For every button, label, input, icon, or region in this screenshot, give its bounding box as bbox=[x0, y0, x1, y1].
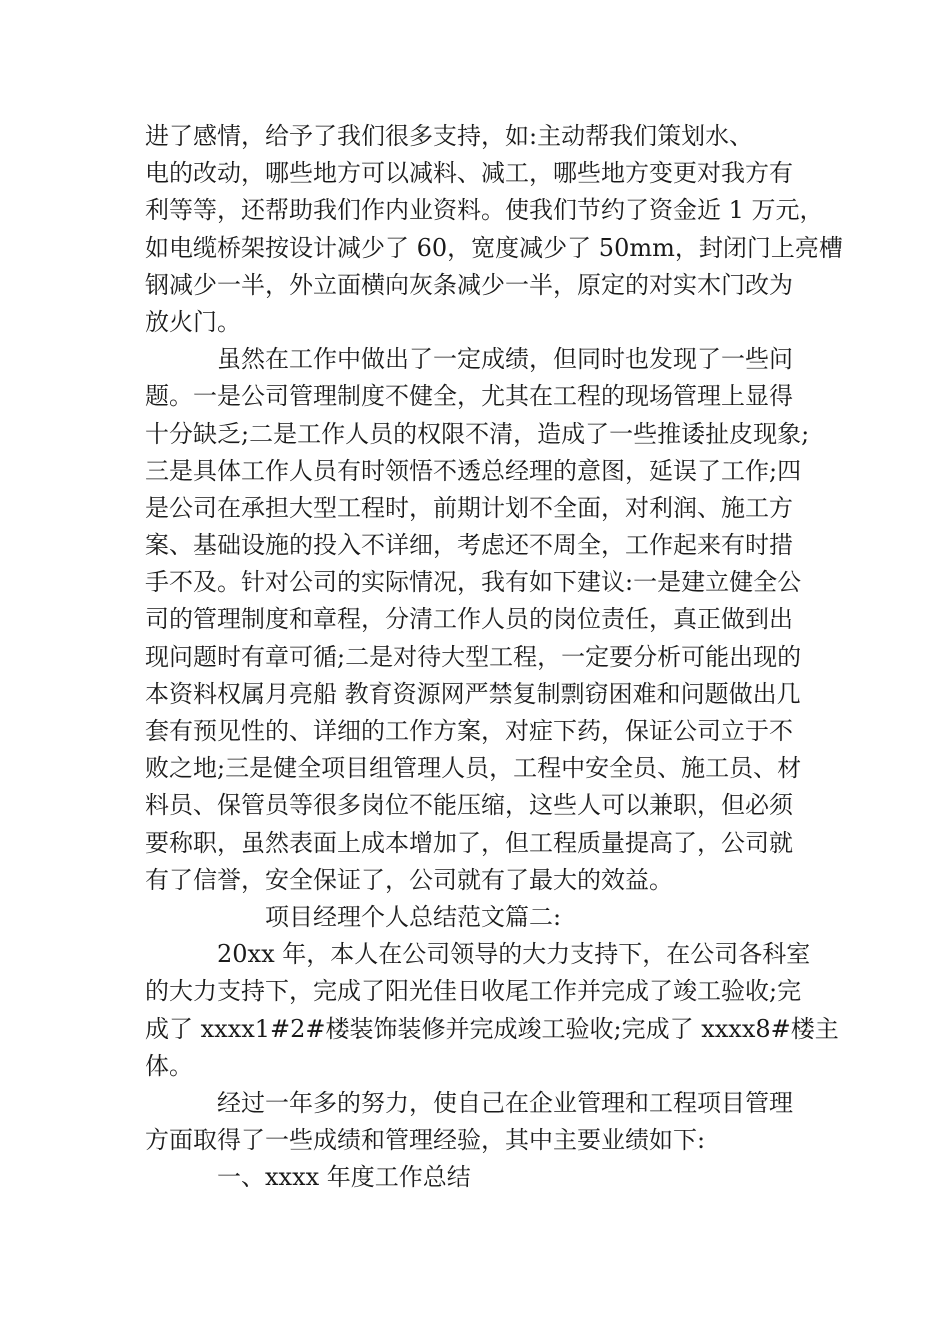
paragraph-first-line: 20xx 年，本人在公司领导的大力支持下，在公司各科室 bbox=[217, 940, 811, 969]
text-line: 的大力支持下，完成了阳光佳日收尾工作并完成了竣工验收;完 bbox=[145, 977, 802, 1006]
section-heading: 项目经理个人总结范文篇二: bbox=[265, 902, 562, 931]
text-line: 放火门。 bbox=[145, 307, 241, 336]
text-line: 是公司在承担大型工程时，前期计划不全面，对利润、施工方 bbox=[145, 493, 793, 522]
paragraph-first-line: 经过一年多的努力，使自己在企业管理和工程项目管理 bbox=[217, 1088, 793, 1117]
text-line: 利等等，还帮助我们作内业资料。使我们节约了资金近 1 万元， bbox=[145, 196, 824, 225]
text-line: 手不及。针对公司的实际情况，我有如下建议:一是建立健全公 bbox=[145, 568, 802, 597]
text-line: 本资料权属月亮船 教育资源网严禁复制剽窃困难和问题做出几 bbox=[145, 679, 801, 708]
text-line: 败之地;三是健全项目组管理人员，工程中安全员、施工员、材 bbox=[145, 754, 802, 783]
text-line: 料员、保管员等很多岗位不能压缩，这些人可以兼职，但必须 bbox=[145, 791, 793, 820]
text-line: 套有预见性的、详细的工作方案，对症下药，保证公司立于不 bbox=[145, 717, 793, 745]
text-line: 有了信誉，安全保证了，公司就有了最大的效益。 bbox=[145, 865, 673, 894]
document-body bbox=[145, 118, 843, 1196]
text-line: 方面取得了一些成绩和管理经验，其中主要业绩如下: bbox=[145, 1126, 706, 1155]
text-line: 现问题时有章可循;二是对待大型工程，一定要分析可能出现的 bbox=[145, 642, 802, 671]
text-line: 要称职，虽然表面上成本增加了，但工程质量提高了，公司就 bbox=[145, 828, 793, 857]
text-line: 如电缆桥架按设计减少了 60，宽度减少了 50mm，封闭门上亮槽 bbox=[145, 233, 843, 262]
text-line: 体。 bbox=[145, 1051, 193, 1080]
text-line: 钢减少一半，外立面横向灰条减少一半，原定的对实木门改为 bbox=[145, 270, 793, 299]
text-line: 进了感情，给予了我们很多支持，如:主动帮我们策划水、 bbox=[145, 122, 754, 150]
text-line: 题。一是公司管理制度不健全，尤其在工程的现场管理上显得 bbox=[145, 382, 793, 411]
text-line: 案、基础设施的投入不详细，考虑还不周全，工作起来有时措 bbox=[145, 531, 793, 560]
text-line: 电的改动，哪些地方可以减料、减工，哪些地方变更对我方有 bbox=[145, 159, 793, 188]
text-line: 成了 xxxx1#2#楼装饰装修并完成竣工验收;完成了 xxxx8#楼主 bbox=[145, 1014, 839, 1043]
paragraph-first-line: 虽然在工作中做出了一定成绩，但同时也发现了一些问 bbox=[217, 345, 793, 374]
text-line: 十分缺乏;二是工作人员的权限不清，造成了一些推诿扯皮现象; bbox=[145, 419, 810, 448]
subsection-heading: 一、xxxx 年度工作总结 bbox=[217, 1163, 471, 1192]
text-line: 司的管理制度和章程，分清工作人员的岗位责任，真正做到出 bbox=[145, 605, 793, 634]
text-line: 三是具体工作人员有时领悟不透总经理的意图，延误了工作;四 bbox=[145, 456, 802, 485]
